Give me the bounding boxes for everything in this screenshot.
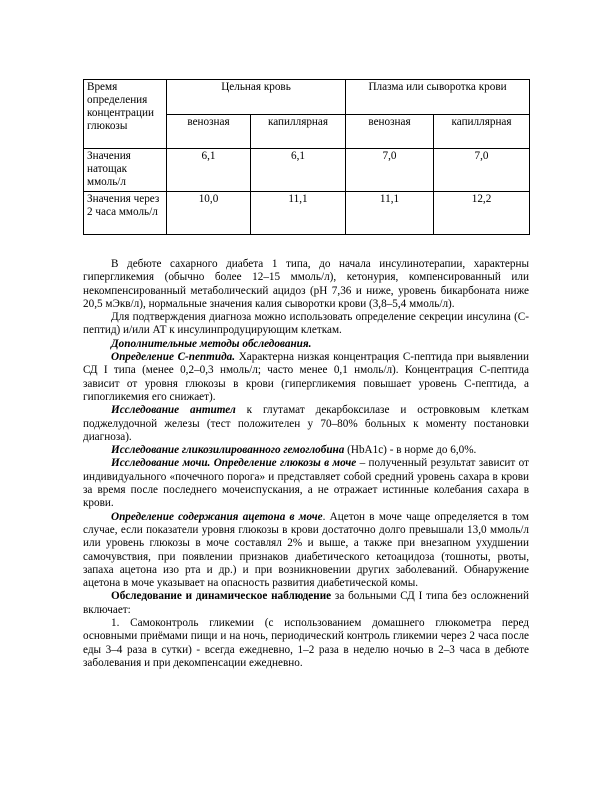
paragraph-c-peptide xyxy=(83,351,529,404)
paragraph-text: за больными СД I типа без осложнений включает: xyxy=(83,590,529,616)
glucose-criteria-table xyxy=(83,79,530,235)
row-label: Значения через 2 часа ммоль/л xyxy=(84,192,167,235)
table-row xyxy=(84,192,530,235)
body-text xyxy=(83,258,529,670)
cell-value: 11,1 xyxy=(346,192,434,235)
term-acetone: Определение содержания ацетона в моче xyxy=(111,510,323,523)
header-plasma: Плазма или сыворотка крови xyxy=(346,80,530,115)
subheader-plasma-capillary: капиллярная xyxy=(434,114,530,149)
term-c-peptide: Определение С-пептида. xyxy=(111,351,236,364)
cell-value: 6,1 xyxy=(167,149,251,192)
paragraph-antibodies xyxy=(83,404,529,444)
paragraph-acetone xyxy=(83,511,529,591)
paragraph-self-control: 1. Самоконтроль гликемии (с использованием домашнего глюкометра перед основными приёмами пищи и на ночь, периодический контроль гликемии через 2 часа после еды 3–4 раза в сутки) - всегда ежедневно, 1–2 раза в неделю ночью в 2–3 часа в дебюте заболевания и при декомпенсации ежедневно. xyxy=(83,617,529,669)
header-time: Время определения концентрации глюкозы xyxy=(84,80,167,149)
cell-value: 10,0 xyxy=(167,192,251,235)
subheader-whole-venous: венозная xyxy=(167,114,251,149)
subheader-whole-capillary: капиллярная xyxy=(251,114,346,149)
table-row xyxy=(84,149,530,192)
paragraph-monitoring xyxy=(83,590,529,617)
subheader-plasma-venous: венозная xyxy=(346,114,434,149)
cell-value: 12,2 xyxy=(434,192,530,235)
cell-value: 7,0 xyxy=(346,149,434,192)
heading-text: Дополнительные методы обследования. xyxy=(111,337,312,350)
header-whole-blood: Цельная кровь xyxy=(167,80,346,115)
paragraph-text: (HbA1c) - в норме до 6,0%. xyxy=(344,444,477,457)
row-label: Значения натощак ммоль/л xyxy=(84,149,167,192)
paragraph-text: к глутамат декарбоксилазе и островковым клеткам поджелудочной железы (тест положителен у 70–80% больных к моменту постановки диагноза). xyxy=(83,404,529,443)
paragraph-diagnosis: Для подтверждения диагноза можно использовать определение секреции инсулина (С-пептид) и/или АТ к инсулинпродуцирующим клеткам. xyxy=(83,311,529,337)
document-page xyxy=(83,79,529,670)
cell-value: 11,1 xyxy=(251,192,346,235)
term-monitoring: Обследование и динамическое наблюдение xyxy=(111,590,332,603)
paragraph-debut: В дебюте сахарного диабета 1 типа, до начала инсулинотерапии, характерны гипергликемия (обычно более 12–15 ммоль/л), кетонурия, компенсированный или некомпенсированный метаболический ацидоз (pH 7,36 и ниже, уровень бикарбоната ниже 20,5 мЭкв/л), нормальные значения калия сыворотки крови (3,8–5,4 ммоль/л). xyxy=(83,258,529,310)
cell-value: 7,0 xyxy=(434,149,530,192)
cell-value: 6,1 xyxy=(251,149,346,192)
section-heading-additional-methods xyxy=(83,338,529,351)
term-hba1c: Исследование гликозилированного гемоглобина xyxy=(111,444,345,457)
term-antibodies: Исследование антител xyxy=(111,404,236,417)
term-urine-glucose: Исследование мочи. Определение глюкозы в моче xyxy=(111,457,357,470)
paragraph-text: Характерна низкая концентрация С-пептида при выявлении СД I типа (менее 0,2–0,3 нмоль/л; часто менее 0,1 нмоль/л). Концентрация С-пептида зависит от уровня глюкозы в крови (гипергликемия повышает уровень С-пептида, а гипогликемия его снижает). xyxy=(83,351,529,403)
paragraph-hba1c xyxy=(83,444,529,457)
paragraph-urine xyxy=(83,457,529,510)
paragraph-text: . Ацетон в моче чаще определяется в том случае, если показатели уровня глюкозы в крови достаточно долго превышали 13,0 ммоль/л или уровень глюкозы в моче составлял 2% и выше, а также при внезапном ухудшении самочувствия, при появлении признаков диабетического кетоацидоза (тошноты, рвоты, запаха ацетона изо рта и др.) и при возникновении других заболеваний. Обнаружение ацетона в моче указывает на опасность развития диабетической комы. xyxy=(83,510,530,590)
paragraph-text: – полученный результат зависит от индивидуального «почечного порога» и представляет собой средний уровень сахара в крови за время после последнего мочеиспускания, а не отражает истинные колебания сахара в крови. xyxy=(83,457,529,510)
